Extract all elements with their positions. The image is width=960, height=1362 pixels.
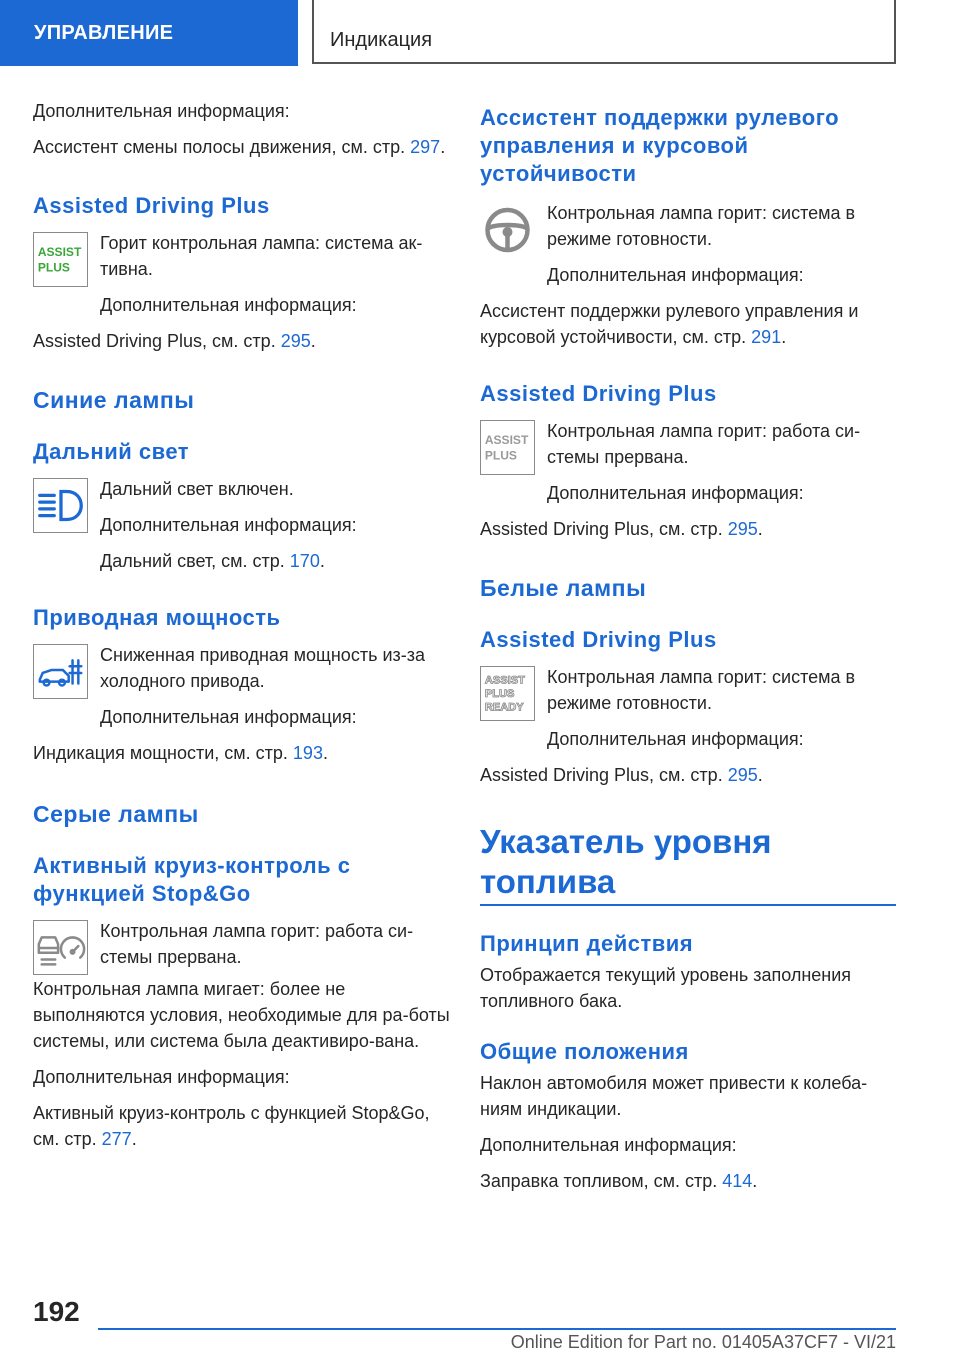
page-link-297[interactable]: 297 — [410, 137, 441, 157]
page-link-414[interactable]: 414 — [722, 1171, 753, 1191]
steering-assist-heading: Ассистент поддержки рулевого управления и курсовой устойчивости — [480, 105, 840, 186]
section-tab: УПРАВЛЕНИЕ — [0, 0, 298, 66]
steering-assist-block — [480, 200, 896, 288]
drive-power-block — [33, 642, 451, 730]
steering-assist-desc: Контрольная лампа горит: система в режиме готовности. — [547, 203, 856, 249]
drive-power-ref: Индикация мощности, см. стр. 193. — [33, 743, 328, 763]
high-beam-desc: Дальний свет включен. — [100, 479, 294, 499]
assisted-plus-desc-3: Контрольная лампа горит: система в режиме готовности. — [547, 667, 856, 713]
more-info-label: Дополнительная информация: — [33, 101, 290, 121]
assist-plus-ready-icon — [480, 666, 535, 721]
cruise-control-icon — [33, 920, 88, 975]
assisted-plus-block-3 — [480, 664, 896, 752]
page-link-277[interactable]: 277 — [101, 1129, 132, 1149]
gray-lamps-heading: Серые лампы — [33, 801, 199, 827]
white-lamps-heading: Белые лампы — [480, 575, 647, 601]
high-beam-heading: Дальний свет — [33, 439, 190, 464]
more-info-label: Дополнительная информация: — [547, 483, 804, 503]
more-info-label: Дополнительная информация: — [480, 1135, 737, 1155]
more-info-label: Дополнительная информация: — [547, 265, 804, 285]
page-link-295[interactable]: 295 — [727, 765, 758, 785]
assisted-plus-ref-1: Assisted Driving Plus, см. стр. 295. — [33, 331, 316, 351]
lane-change-ref: Ассистент смены полосы движения, см. стр. 297. — [33, 137, 446, 157]
chapter-title: Индикация — [312, 0, 896, 64]
assist-plus-green-icon — [33, 232, 88, 287]
assisted-plus-block-2 — [480, 418, 896, 506]
svg-text:PLUS: PLUS — [484, 448, 517, 463]
svg-text:ASSIST: ASSIST — [484, 674, 525, 687]
page-number: 192 — [33, 1296, 80, 1327]
svg-text:ASSIST: ASSIST — [37, 245, 82, 260]
high-beam-block — [33, 476, 451, 574]
svg-text:PLUS: PLUS — [37, 260, 70, 275]
more-info-label: Дополнительная информация: — [100, 707, 357, 727]
more-info-label: Дополнительная информация: — [100, 515, 357, 535]
assisted-plus-desc-2: Контрольная лампа горит: работа си-стемы прервана. — [547, 421, 861, 467]
acc-heading: Активный круиз-контроль с функцией Stop&Go — [33, 853, 351, 906]
more-info-label: Дополнительная информация: — [547, 729, 804, 749]
page-link-295[interactable]: 295 — [727, 519, 758, 539]
drive-power-heading: Приводная мощность — [33, 605, 281, 630]
high-beam-ref: Дальний свет, см. стр. 170. — [100, 551, 325, 571]
svg-text:READY: READY — [484, 701, 524, 714]
refueling-ref: Заправка топливом, см. стр. 414. — [480, 1171, 758, 1191]
assisted-plus-heading-1: Assisted Driving Plus — [33, 193, 270, 218]
assisted-plus-desc-1: Горит контрольная лампа: система ак-тивна. — [100, 233, 423, 279]
assisted-plus-heading-2: Assisted Driving Plus — [480, 381, 717, 406]
steering-wheel-icon — [480, 202, 535, 257]
fuel-gauge-heading: Указатель уровня топлива — [480, 822, 896, 906]
more-info-label: Дополнительная информация: — [100, 295, 357, 315]
acc-block — [33, 918, 451, 976]
general-text: Наклон автомобиля может привести к колеба-ниям индикации. — [480, 1073, 868, 1119]
page-link-295[interactable]: 295 — [280, 331, 311, 351]
high-beam-icon — [33, 478, 88, 533]
assist-plus-gray-icon — [480, 420, 535, 475]
acc-desc-1: Контрольная лампа горит: работа си-стемы прервана. — [100, 921, 414, 967]
right-column — [480, 104, 896, 1204]
drive-power-desc: Сниженная приводная мощность из-за холодного привода. — [100, 645, 426, 691]
steering-assist-ref: Ассистент поддержки рулевого управления и курсовой устойчивости, см. стр. 291. — [480, 301, 859, 347]
assisted-plus-ref-3: Assisted Driving Plus, см. стр. 295. — [480, 765, 763, 785]
assisted-plus-ref-2: Assisted Driving Plus, см. стр. 295. — [480, 519, 763, 539]
page-link-193[interactable]: 193 — [292, 743, 323, 763]
assisted-plus-block-1 — [33, 230, 451, 318]
page-link-170[interactable]: 170 — [289, 551, 320, 571]
svg-text:ASSIST: ASSIST — [484, 433, 529, 448]
footer-divider — [98, 1328, 896, 1330]
acc-desc-2: Контрольная лампа мигает: более не выполняются условия, необходимые для ра-боты системы, или система была деактивиро-вана. — [33, 979, 450, 1051]
acc-ref: Активный круиз-контроль с функцией Stop&Go, см. стр. 277. — [33, 1103, 430, 1149]
principle-text: Отображается текущий уровень заполнения топливного бака. — [480, 965, 852, 1011]
assisted-plus-heading-3: Assisted Driving Plus — [480, 627, 717, 652]
page-link-291[interactable]: 291 — [751, 327, 782, 347]
blue-lamps-heading: Синие лампы — [33, 387, 195, 413]
edition-footer: Online Edition for Part no. 01405A37CF7 - VI/21 — [510, 1332, 896, 1352]
principle-heading: Принцип действия — [480, 931, 694, 956]
more-info-label: Дополнительная информация: — [33, 1067, 290, 1087]
left-column — [33, 98, 451, 1162]
reduced-power-car-icon — [33, 644, 88, 699]
general-heading: Общие положения — [480, 1039, 689, 1064]
svg-text:PLUS: PLUS — [484, 687, 515, 700]
